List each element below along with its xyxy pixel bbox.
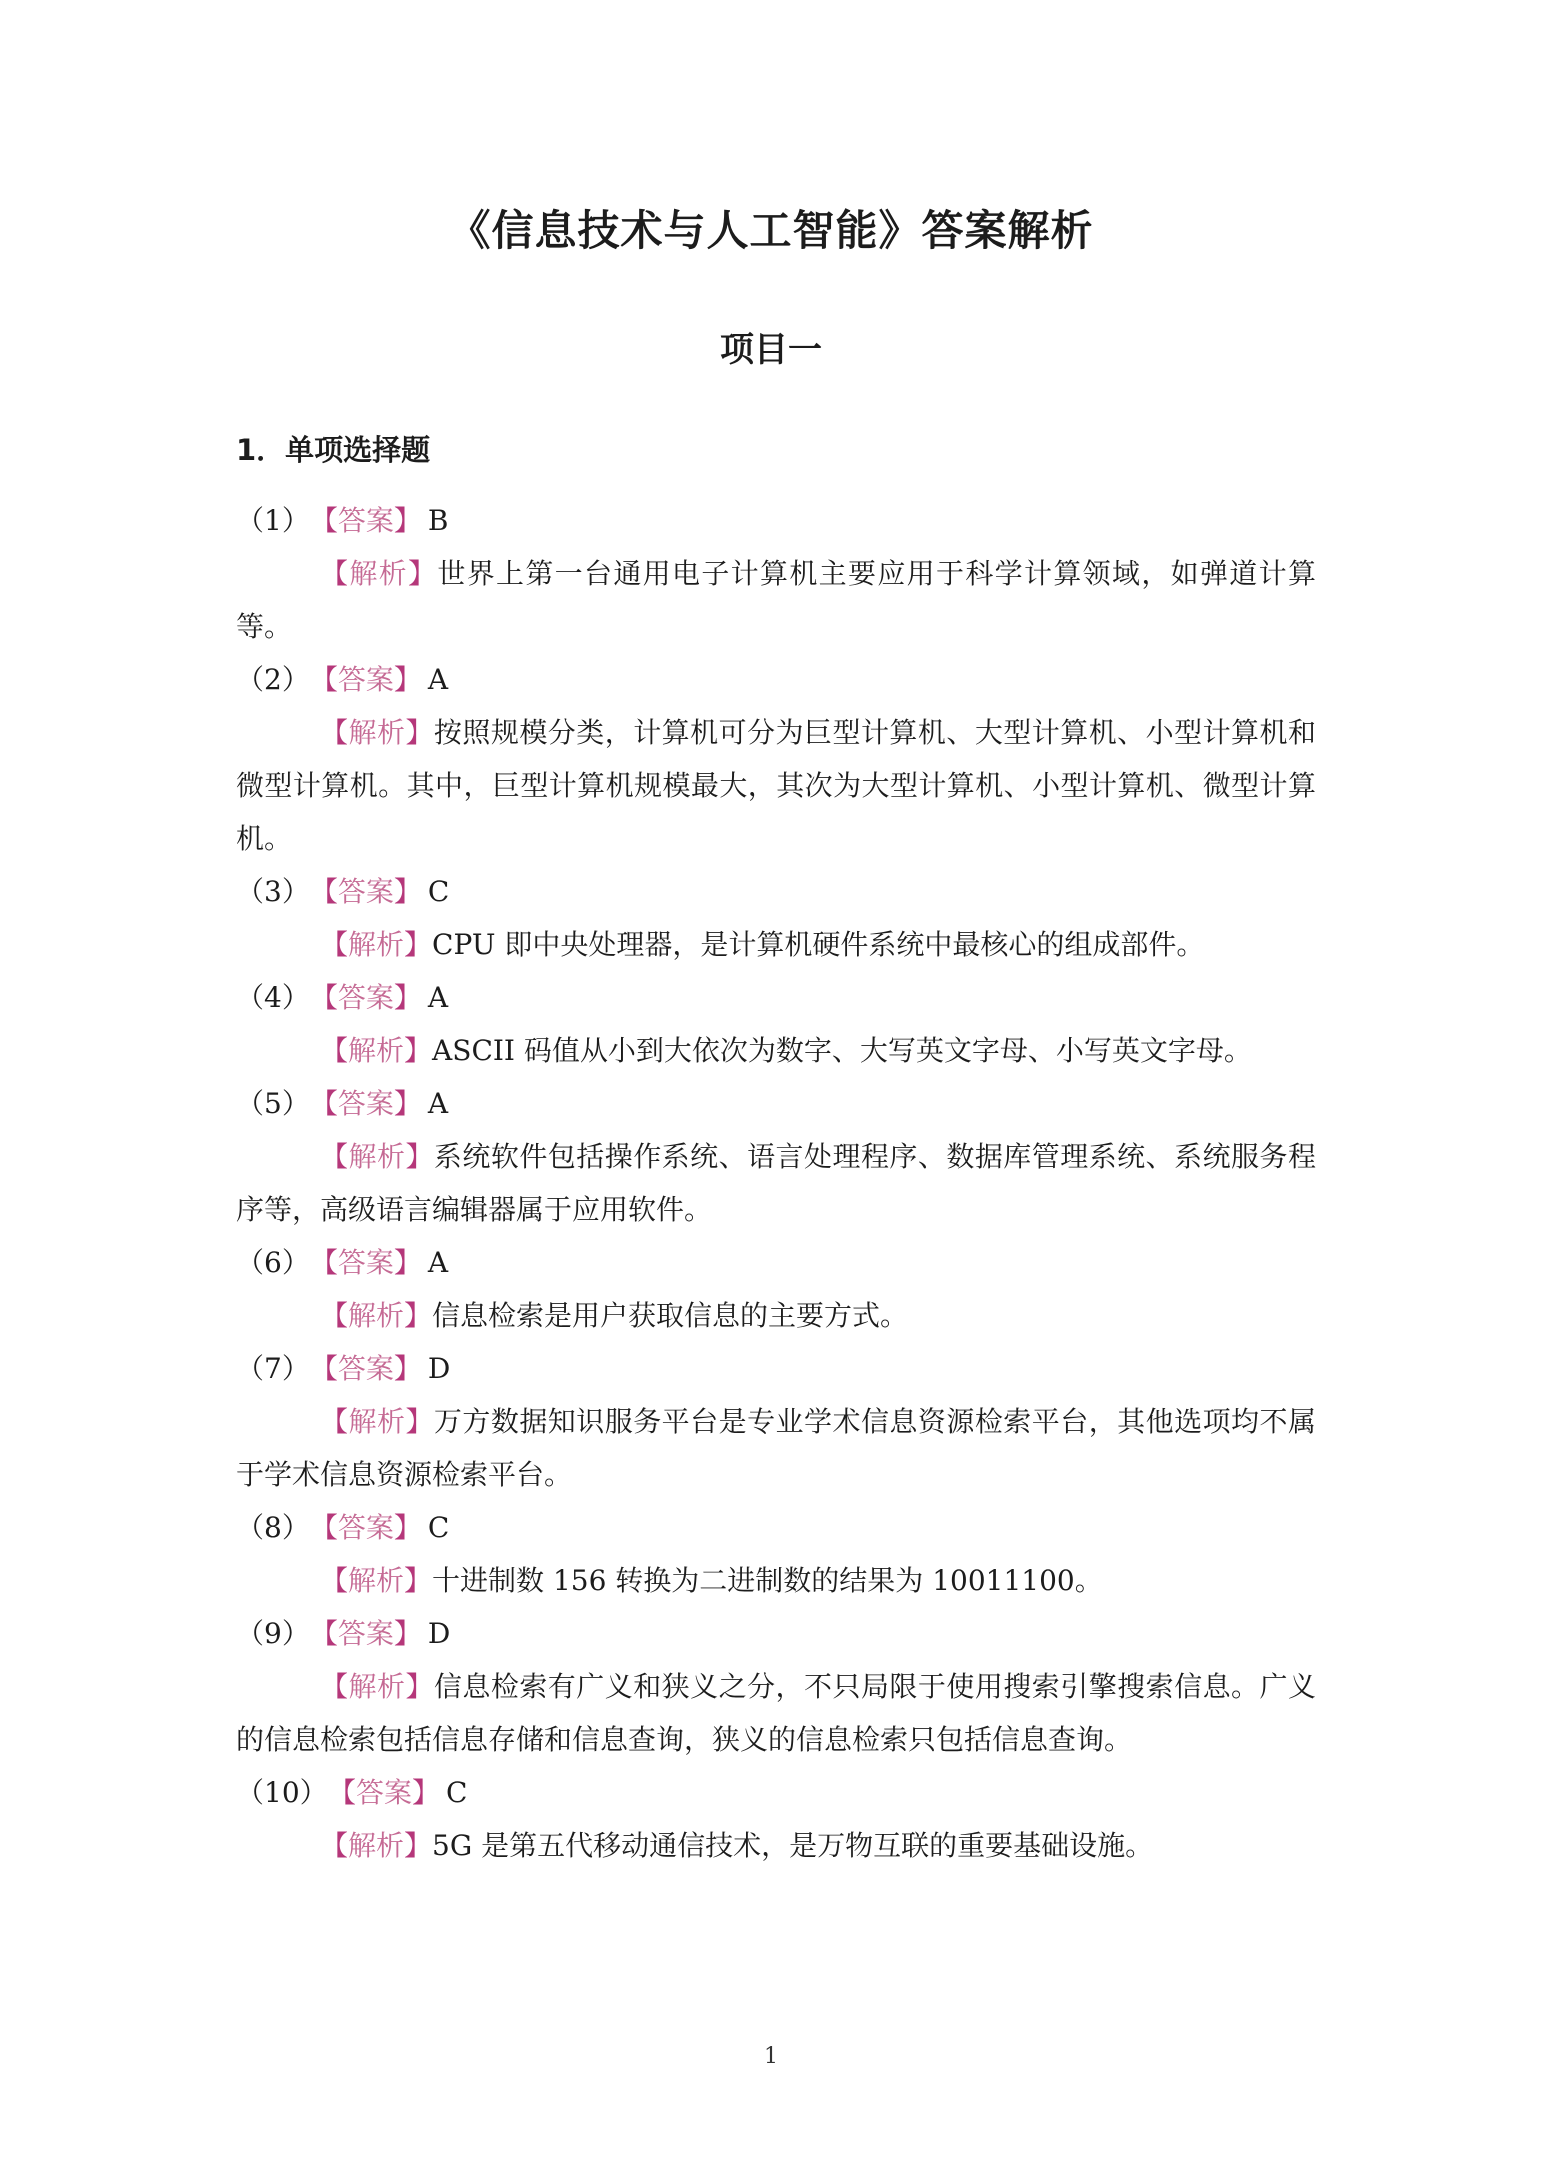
answer-tag-open: 【: [309, 504, 338, 537]
answer-value: A: [427, 1087, 449, 1120]
explanation-tag-word: 解析: [349, 557, 409, 590]
explanation-tag: [320, 557, 437, 590]
explanation-text: 万方数据知识服务平台是专业学术信息资源检索平台，其他选项均不属于学术信息资源检索平台。: [236, 1405, 1316, 1491]
answer-value: A: [427, 663, 449, 696]
answer-tag-open: 【: [309, 1617, 338, 1650]
answer-tag: [310, 1617, 422, 1650]
section-heading: 1．单项选择题: [236, 433, 431, 467]
question-number: （6）: [236, 1246, 310, 1279]
explanation-tag-close: 】: [408, 557, 438, 590]
answer-line: [236, 1766, 1316, 1819]
answer-value: C: [427, 875, 450, 908]
explanation-tag-word: 解析: [348, 928, 405, 961]
qa-item: [236, 1236, 1316, 1342]
explanation-text: 世界上第一台通用电子计算机主要应用于科学计算领域，如弹道计算等。: [236, 557, 1316, 643]
explanation-tag-open: 【: [320, 716, 349, 749]
explanation-tag-open: 【: [320, 1564, 349, 1597]
answer-tag-close: 】: [393, 875, 422, 908]
answer-tag: [310, 1246, 422, 1279]
answer-tag-open: 【: [309, 1511, 338, 1544]
explanation-tag: [320, 1829, 432, 1862]
answer-tag-word: 答案: [337, 1511, 394, 1544]
explanation: [236, 547, 1316, 653]
explanation-tag-word: 解析: [348, 716, 406, 749]
explanation-tag: [320, 1564, 432, 1597]
explanation-text: 信息检索有广义和狭义之分，不只局限于使用搜索引擎搜索信息。广义的信息检索包括信息存储和信息查询，狭义的信息检索只包括信息查询。: [236, 1670, 1316, 1756]
question-number: （9）: [236, 1617, 310, 1650]
explanation-tag-word: 解析: [348, 1670, 406, 1703]
answer-tag-open: 【: [309, 981, 338, 1014]
explanation-tag-close: 】: [404, 928, 433, 961]
answer-line: [236, 1236, 1316, 1289]
question-number: （2）: [236, 663, 310, 696]
answer-tag-open: 【: [309, 1352, 338, 1385]
question-number: （7）: [236, 1352, 310, 1385]
answer-line: [236, 971, 1316, 1024]
qa-item: [236, 653, 1316, 865]
answer-line: [236, 865, 1316, 918]
answer-value: C: [446, 1776, 468, 1809]
answer-tag-open: 【: [309, 1246, 338, 1279]
answer-value: C: [427, 1511, 450, 1544]
explanation-tag-open: 【: [320, 1670, 349, 1703]
explanation-text: 十进制数 156 转换为二进制数的结果为 10011100。: [432, 1564, 1103, 1597]
answer-value: D: [427, 1352, 451, 1385]
question-number: （10）: [236, 1776, 328, 1809]
answer-tag-close: 】: [393, 1246, 422, 1279]
question-number: （8）: [236, 1511, 310, 1544]
answer-tag: [310, 981, 422, 1014]
explanation-tag-open: 【: [320, 1034, 349, 1067]
qa-item: [236, 1766, 1316, 1872]
answer-tag-open: 【: [309, 663, 338, 696]
explanation-tag-word: 解析: [348, 1299, 405, 1332]
answer-value: B: [427, 504, 449, 537]
explanation: [236, 1130, 1316, 1236]
explanation-tag: [320, 1299, 432, 1332]
answer-tag-word: 答案: [337, 1352, 394, 1385]
explanation-tag-word: 解析: [348, 1034, 405, 1067]
answer-tag-word: 答案: [356, 1776, 413, 1809]
qa-item: [236, 494, 1316, 653]
explanation-text: 按照规模分类，计算机可分为巨型计算机、大型计算机、小型计算机和微型计算机。其中，巨型计算机规模最大，其次为大型计算机、小型计算机、微型计算机。: [236, 716, 1316, 855]
answer-tag-close: 】: [412, 1776, 441, 1809]
explanation: [236, 1024, 1316, 1077]
explanation-text: CPU 即中央处理器，是计算机硬件系统中最核心的组成部件。: [432, 928, 1205, 961]
explanation: [236, 706, 1316, 865]
explanation-tag-close: 】: [404, 1034, 433, 1067]
answer-tag-word: 答案: [337, 981, 394, 1014]
answer-tag-word: 答案: [337, 875, 394, 908]
answer-tag-close: 】: [393, 1511, 422, 1544]
project-title: 项目一: [720, 330, 822, 370]
explanation-text: ASCII 码值从小到大依次为数字、大写英文字母、小写英文字母。: [432, 1034, 1252, 1067]
question-number: （3）: [236, 875, 310, 908]
answer-value: D: [427, 1617, 451, 1650]
explanation-text: 信息检索是用户获取信息的主要方式。: [432, 1299, 909, 1332]
answer-tag-close: 】: [393, 1087, 422, 1120]
explanation-tag-close: 】: [404, 1299, 433, 1332]
explanation-tag: [320, 1405, 434, 1438]
question-number: （4）: [236, 981, 310, 1014]
answer-line: [236, 1077, 1316, 1130]
explanation-tag-close: 】: [405, 1670, 434, 1703]
answer-tag-close: 】: [393, 1352, 422, 1385]
answer-tag: [310, 875, 422, 908]
answer-line: [236, 653, 1316, 706]
answer-line: [236, 1501, 1316, 1554]
qa-item: [236, 865, 1316, 971]
answer-tag-word: 答案: [337, 1617, 394, 1650]
answer-line: [236, 1342, 1316, 1395]
answer-tag-close: 】: [393, 981, 422, 1014]
explanation-tag: [320, 1140, 434, 1173]
explanation-tag-word: 解析: [348, 1140, 406, 1173]
answer-value: A: [427, 981, 449, 1014]
explanation-tag-open: 【: [320, 1829, 349, 1862]
answer-tag-open: 【: [309, 875, 338, 908]
qa-item: [236, 971, 1316, 1077]
question-number: （1）: [236, 504, 310, 537]
explanation-tag-close: 】: [404, 1829, 433, 1862]
answer-tag-open: 【: [328, 1776, 357, 1809]
qa-item: [236, 1607, 1316, 1766]
answer-tag-close: 】: [393, 1617, 422, 1650]
explanation: [236, 1289, 1316, 1342]
explanation-tag-close: 】: [405, 716, 434, 749]
explanation-tag-word: 解析: [348, 1564, 405, 1597]
answer-tag-word: 答案: [337, 504, 394, 537]
explanation-tag: [320, 928, 432, 961]
answer-tag-close: 】: [393, 504, 422, 537]
explanation: [236, 1554, 1316, 1607]
qa-item: [236, 1077, 1316, 1236]
explanation-tag-open: 【: [320, 928, 349, 961]
explanation: [236, 1819, 1316, 1872]
answer-tag-open: 【: [309, 1087, 338, 1120]
explanation-tag-open: 【: [320, 557, 350, 590]
answer-tag: [328, 1776, 440, 1809]
qa-list: [236, 494, 1316, 1872]
explanation-text: 5G 是第五代移动通信技术，是万物互联的重要基础设施。: [432, 1829, 1154, 1862]
answer-tag: [310, 1087, 422, 1120]
answer-tag: [310, 663, 422, 696]
qa-item: [236, 1342, 1316, 1501]
qa-item: [236, 1501, 1316, 1607]
answer-tag-word: 答案: [337, 1246, 394, 1279]
answer-tag-word: 答案: [337, 663, 394, 696]
explanation-tag-word: 解析: [348, 1829, 405, 1862]
explanation: [236, 1660, 1316, 1766]
document-title: 《信息技术与人工智能》答案解析: [448, 206, 1094, 255]
explanation: [236, 1395, 1316, 1501]
question-number: （5）: [236, 1087, 310, 1120]
answer-line: [236, 494, 1316, 547]
explanation-tag-open: 【: [320, 1299, 349, 1332]
explanation-tag-open: 【: [320, 1405, 349, 1438]
explanation-tag: [320, 1670, 434, 1703]
answer-tag: [310, 1352, 422, 1385]
explanation-tag-close: 】: [405, 1140, 434, 1173]
explanation: [236, 918, 1316, 971]
explanation-tag: [320, 716, 434, 749]
answer-tag-close: 】: [393, 663, 422, 696]
answer-value: A: [427, 1246, 449, 1279]
answer-line: [236, 1607, 1316, 1660]
answer-tag-word: 答案: [337, 1087, 394, 1120]
answer-tag: [310, 1511, 422, 1544]
explanation-tag-open: 【: [320, 1140, 349, 1173]
explanation-text: 系统软件包括操作系统、语言处理程序、数据库管理系统、系统服务程序等，高级语言编辑器属于应用软件。: [236, 1140, 1316, 1226]
explanation-tag-close: 】: [405, 1405, 434, 1438]
explanation-tag-close: 】: [404, 1564, 433, 1597]
answer-tag: [310, 504, 422, 537]
explanation-tag-word: 解析: [348, 1405, 406, 1438]
explanation-tag: [320, 1034, 432, 1067]
page-number: 1: [764, 2044, 778, 2069]
